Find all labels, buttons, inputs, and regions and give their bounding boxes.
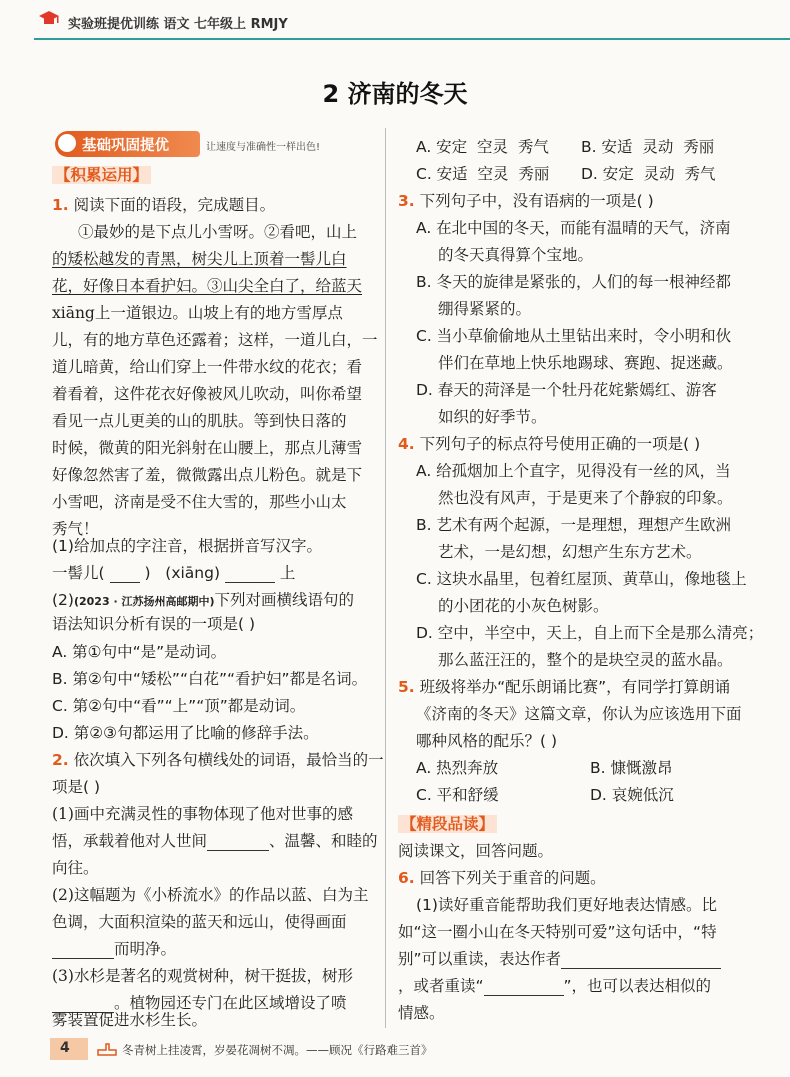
q2-s1-line3: 向往。: [52, 859, 99, 877]
q2-option-b3: 秀丽: [683, 138, 715, 156]
section-tag-reading: 【精段品读】: [398, 815, 497, 833]
q2-option-a2: 空灵: [477, 138, 509, 156]
q1-passage-line: 儿，有的地方草色还露着；这样，一道儿白，一: [52, 331, 378, 349]
pointing-hand-icon: [96, 1038, 118, 1058]
q1-option-c[interactable]: C. 第②句中“看”“上”“顶”都是动词。: [52, 697, 306, 715]
q2-stem-line1: 依次填入下列各句横线处的词语，最恰当的一: [73, 751, 384, 769]
q6-line1: (1)读好重音能帮助我们更好地表达情感。比: [416, 896, 717, 914]
q2-option-c1[interactable]: C. 安适: [416, 165, 468, 183]
q3-number: 3.: [398, 192, 415, 210]
q6-line5: 情感。: [398, 1004, 445, 1022]
q6-line3: 别”可以重读，表达作者: [398, 950, 562, 968]
q4-option-d[interactable]: D. 空中，半空中，天上，自上而下全是那么清亮；: [416, 624, 764, 642]
answer-blank[interactable]: [225, 566, 275, 583]
q1-passage-line: 着看着，这件花衣好像被风儿吹动，叫你希望: [52, 385, 363, 403]
q1-sub2-source: (2023 · 江苏扬州高邮期中): [73, 595, 215, 608]
q1-passage-line: ①最妙的是下点儿小雪呀。②看吧，山上: [78, 223, 358, 241]
target-icon: [58, 134, 76, 152]
q1-passage-line: 小雪吧，济南是受不住大雪的，那些小山太: [52, 493, 347, 511]
q6-line4b: ”，也可以表达相似的: [563, 977, 712, 995]
q4-option-d-cont: 那么蓝汪汪的，整个的是块空灵的蓝水晶。: [438, 651, 733, 669]
q5-line1: 班级将举办“配乐朗诵比赛”，有同学打算朗诵: [419, 678, 731, 696]
q2-option-d1[interactable]: D. 安定: [581, 165, 634, 183]
q2-s1-line1: (1)画中充满灵性的事物体现了他对世事的感: [52, 805, 353, 823]
q3-option-a-cont: 的冬天真得算个宝地。: [438, 246, 594, 264]
q6-line2: 如“这一圈小山在冬天特别可爱”这句话中，“特: [398, 923, 717, 941]
q1-passage-line: 好像忽然害了羞，微微露出点儿粉色。就是下: [52, 466, 363, 484]
q1-sub1-b: ): [144, 564, 151, 582]
q4-option-c-cont: 的小团花的小灰色树影。: [438, 597, 609, 615]
q5-option-c[interactable]: C. 平和舒缓: [416, 786, 499, 804]
q5-option-a[interactable]: A. 热烈奔放: [416, 759, 499, 777]
q5-number: 5.: [398, 678, 415, 696]
q4-option-a-cont: 然也没有风声，于是更来了个静寂的印象。: [438, 489, 733, 507]
q5-option-b[interactable]: B. 慷慨激昂: [590, 759, 673, 777]
answer-blank[interactable]: [207, 834, 269, 851]
lesson-title: 2 济南的冬天: [322, 80, 468, 108]
page-number: 4: [60, 1040, 70, 1056]
q1-option-d[interactable]: D. 第②③句都运用了比喻的修辞手法。: [52, 724, 319, 742]
q2-option-b1[interactable]: B. 安适: [581, 138, 633, 156]
answer-blank[interactable]: [110, 566, 140, 583]
answer-blank[interactable]: [52, 942, 114, 959]
q2-option-c2: 空灵: [477, 165, 509, 183]
q3-option-b[interactable]: B. 冬天的旋律是紧张的，人们的每一根神经都: [416, 273, 731, 291]
q3-option-a[interactable]: A. 在北中国的冬天，而能有温晴的天气，济南: [416, 219, 731, 237]
header-title: 实验班提优训练 语文 七年级上 RMJY: [68, 17, 288, 32]
q6-stem: 回答下列关于重音的问题。: [419, 869, 606, 887]
section-tag-accumulate: 【积累运用】: [52, 166, 151, 184]
q1-sub1-c: (xiāng): [165, 564, 221, 582]
section-subtitle: 让速度与准确性一样出色!: [206, 142, 321, 153]
q2-option-a1[interactable]: A. 安定: [416, 138, 468, 156]
q1-passage-line: xiāng上一道银边。山坡上有的地方雪厚点: [52, 304, 343, 322]
footer-quote: 冬青树上挂凌霄，岁晏花凋树不凋。——顾况《行路难三首》: [122, 1043, 433, 1057]
q1-passage-line: 时候，微黄的阳光斜射在山腰上，那点儿薄雪: [52, 439, 363, 457]
q1-sub1-d: 上: [279, 564, 296, 582]
q1-sub2-line1: 下列对画横线语句的: [214, 591, 354, 609]
graduation-cap-icon: [38, 10, 60, 28]
page-header: [0, 0, 790, 40]
q2-option-d2: 灵动: [643, 165, 675, 183]
column-divider: [385, 128, 386, 1028]
q2-option-d3: 秀气: [684, 165, 716, 183]
q2-number: 2.: [52, 751, 69, 769]
q1-sub1: (1)给加点的字注音，根据拼音写汉字。: [52, 537, 322, 555]
q2-s3-line3: 雾装置促进水杉生长。: [52, 1011, 208, 1029]
q2-option-c3: 秀丽: [518, 165, 550, 183]
q1-sub1-a: 一髻儿(: [52, 564, 105, 582]
q2-s3-line1: (3)水杉是著名的观赏树种，树干挺拔，树形: [52, 967, 353, 985]
q5-option-d[interactable]: D. 哀婉低沉: [590, 786, 674, 804]
q1-number: 1.: [52, 196, 69, 214]
answer-blank[interactable]: [484, 979, 564, 996]
q4-option-a[interactable]: A. 给孤烟加上个直字，见得没有一丝的风，当: [416, 462, 731, 480]
q3-option-d[interactable]: D. 春天的菏泽是一个牡丹花姹紫嫣红、游客: [416, 381, 717, 399]
q2-option-a3: 秀气: [517, 138, 549, 156]
q4-option-c[interactable]: C. 这块水晶里，包着红屋顶、黄草山，像地毯上: [416, 570, 747, 588]
q2-s2-line3: 而明净。: [114, 940, 177, 958]
section2-stem: 阅读课文，回答问题。: [398, 842, 554, 860]
q3-option-b-cont: 绷得紧紧的。: [438, 300, 532, 318]
q2-option-b2: 灵动: [642, 138, 674, 156]
q2-s2-line1: (2)这幅题为《小桥流水》的作品以蓝、白为主: [52, 886, 369, 904]
q1-sub2-line2: 语法知识分析有误的一项是( ): [52, 615, 256, 633]
q1-passage-line: 的矮松越发的青黑，树尖儿上顶着一髻儿白: [52, 250, 347, 268]
answer-blank[interactable]: [561, 952, 721, 969]
section-badge-label: 基础巩固提优: [82, 138, 169, 154]
q1-passage-line: 道儿暗黄，给山们穿上一件带水纹的花衣；看: [52, 358, 363, 376]
q1-stem: 阅读下面的语段，完成题目。: [73, 196, 276, 214]
q2-s1-line2b: 、温馨、和睦的: [269, 832, 378, 850]
q2-s3-line2: 。植物园还专门在此区域增设了喷: [114, 994, 347, 1012]
q6-line4a: ，或者重读“: [398, 977, 484, 995]
q3-option-d-cont: 如织的好季节。: [438, 408, 547, 426]
header-rule: [34, 38, 790, 40]
q2-s2-line2: 色调，大面积渲染的蓝天和远山，使得画面: [52, 913, 347, 931]
q1-passage-line: 秀气！: [52, 520, 99, 538]
q6-number: 6.: [398, 869, 415, 887]
q4-option-b-cont: 艺术，一是幻想，幻想产生东方艺术。: [438, 543, 702, 561]
q3-stem: 下列句子中，没有语病的一项是( ): [419, 192, 654, 210]
q5-line2: 《济南的冬天》这篇文章，你认为应该选用下面: [416, 705, 742, 723]
q3-option-c[interactable]: C. 当小草偷偷地从土里钻出来时，令小明和伙: [416, 327, 732, 345]
q1-passage-line: 花，好像日本看护妇。③山尖全白了，给蓝天: [52, 277, 363, 295]
q1-option-a[interactable]: A. 第①句中“是”是动词。: [52, 643, 227, 661]
q1-option-b[interactable]: B. 第②句中“矮松”“白花”“看护妇”都是名词。: [52, 670, 368, 688]
q4-option-b[interactable]: B. 艺术有两个起源，一是理想，理想产生欧洲: [416, 516, 731, 534]
q1-sub2-prefix: (2): [52, 591, 74, 609]
q2-stem-line2: 项是( ): [52, 778, 101, 796]
q2-s1-line2a: 悟，承载着他对人世间: [52, 832, 208, 850]
q1-passage-line: 看见一点儿更美的山的肌肤。等到快日落的: [52, 412, 347, 430]
q4-stem: 下列句子的标点符号使用正确的一项是( ): [419, 435, 701, 453]
q4-number: 4.: [398, 435, 415, 453]
q5-line3: 哪种风格的配乐？( ): [416, 732, 558, 750]
q3-option-c-cont: 伴们在草地上快乐地踢球、赛跑、捉迷藏。: [438, 354, 733, 372]
